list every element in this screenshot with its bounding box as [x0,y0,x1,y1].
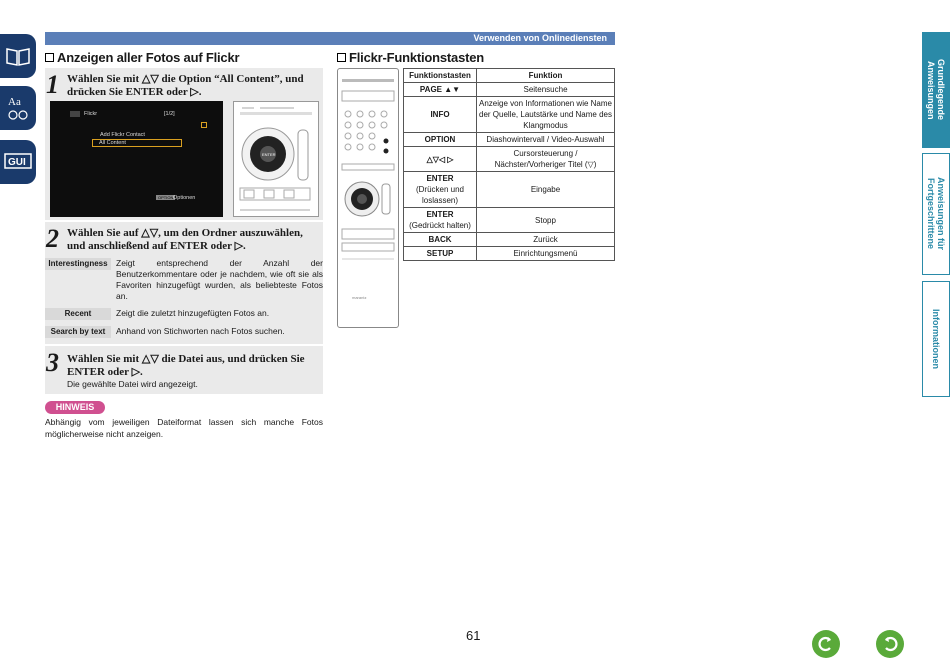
table-row: ENTER (Drücken und loslassen) Eingabe [404,172,615,208]
tab-basic[interactable]: Grundlegende Anweisungen [922,32,950,148]
section-title-left: Anzeigen aller Fotos auf Flickr [45,50,239,65]
step1-number: 1 [46,70,59,99]
table-row: ENTER (Gedrückt halten) Stopp [404,208,615,233]
step3-number: 3 [46,348,59,377]
function-table: Funktionstasten Funktion PAGE ▲▼ Seitensuche INFO Anzeige von Informationen wie Name der Quelle, Lautstärke und Name des Klangmodus OPTION Diashowintervall / Video-Auswahl △▽◁ ▷ Cursorsteuerung / Nächster/Vorheriger Titel (▽) ENTER (Drücken und loslassen) Eingabe ENTER (Gedrückt halten) Stopp BACK Zurück SETUP Einrichtungsmenü [403,68,615,261]
svg-text:marantz: marantz [352,295,367,300]
step3-sub: Die gewählte Datei wird angezeigt. [67,379,198,389]
tab-advanced[interactable]: Anweisungen für Fortgeschrittene [922,153,950,275]
gui-icon[interactable] [0,140,36,184]
remote-illustration-small [233,101,319,217]
screen-item-add: Add Flickr Contact [100,132,145,138]
screen-count: [1/2] [164,111,175,117]
table-row: BACK Zurück [404,233,615,247]
svg-text:GUI: GUI [8,157,26,168]
remote-illustration [337,68,399,328]
font-aa-icon[interactable] [0,86,36,130]
tab-information[interactable]: Informationen [922,281,950,397]
step2-text: Wählen Sie auf △▽, um den Ordner auszuwählen, und anschließend auf ENTER oder ▷. [67,227,303,252]
step3-text: Wählen Sie mit △▽ die Datei aus, und drücken Sie ENTER oder ▷. [67,353,305,378]
back-icon[interactable] [812,630,840,658]
table-row: SETUP Einrichtungsmenü [404,247,615,261]
def-row: Interestingness Zeigt entsprechend der Anzahl der Benutzerkommentare oder je nachdem, wie oft sie als Favoriten hinzugefügt wurden, als beliebteste Fotos an. [45,258,323,302]
table-row: INFO Anzeige von Informationen wie Name der Quelle, Lautstärke und Name des Klangmodus [404,97,615,133]
screen-label: Flickr [84,111,98,117]
folder-definitions [45,258,323,344]
table-row: PAGE ▲▼ Seitensuche [404,83,615,97]
book-icon[interactable] [0,34,36,78]
section-header-bar: Verwenden von Onlinediensten [45,32,615,45]
hinweis-badge: HINWEIS [45,401,105,414]
def-row: Search by text Anhand von Stichworten nach Fotos suchen. [45,326,323,338]
step2-number: 2 [46,224,59,253]
table-row: △▽◁ ▷ Cursorsteuerung / Nächster/Vorheriger Titel (▽) [404,147,615,172]
screen-item-all: All Content [92,139,182,147]
forward-icon[interactable] [876,630,904,658]
def-row: Recent Zeigt die zuletzt hinzugefügten Fotos an. [45,308,323,320]
svg-text:Aa: Aa [8,96,21,108]
section-title-right: Flickr-Funktionstasten [337,50,484,65]
step1-text: Wählen Sie mit △▽ die Option “All Content”, und drücken Sie ENTER oder ▷. [67,73,304,98]
screen-option-label: Optionen [173,195,196,201]
flickr-screen [50,101,223,217]
screen-option-key: OPTION [158,195,174,200]
page-number: 61 [466,628,481,643]
hinweis-text: Abhängig vom jeweiligen Dateiformat lassen sich manche Fotos möglicherweise nicht anzeigen. [45,417,323,439]
table-row: OPTION Diashowintervall / Video-Auswahl [404,133,615,147]
svg-text:ENTER: ENTER [262,152,276,157]
